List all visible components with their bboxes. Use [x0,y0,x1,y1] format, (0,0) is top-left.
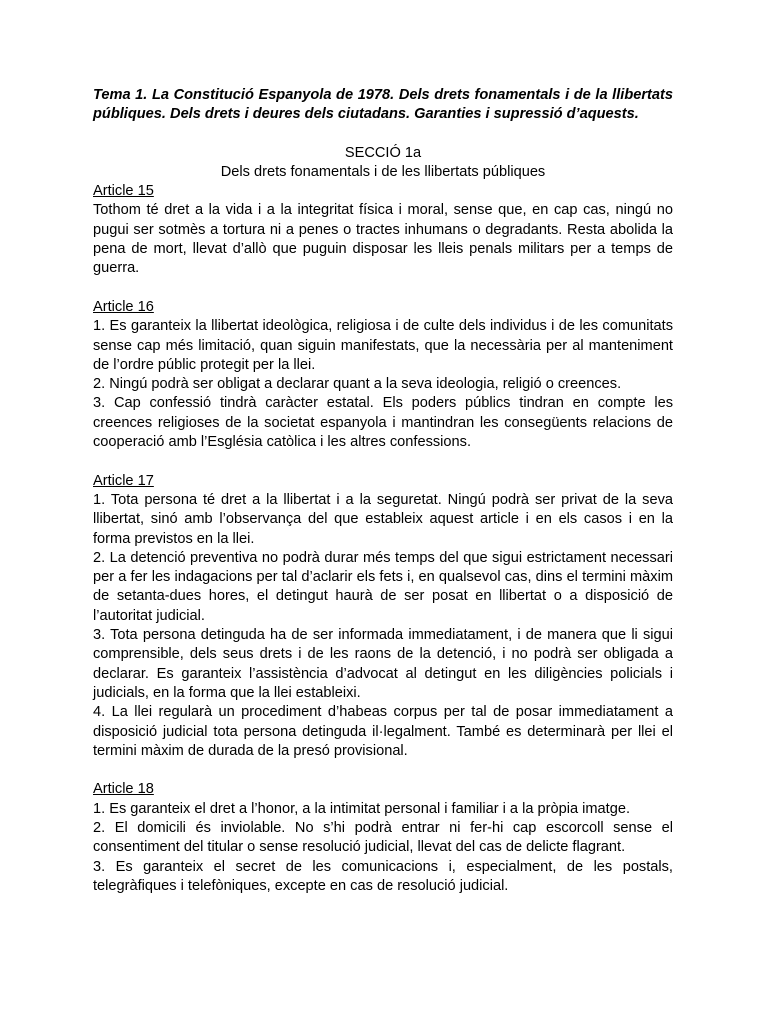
document-title: Tema 1. La Constitució Espanyola de 1978. Dels drets fonamentals i de la llibertats públiques. Dels drets i deures dels ciutadans. Garanties i supressió d’aquests. [93,87,673,123]
article-heading: Article 15 [93,183,154,200]
article-paragraph: 2. La detenció preventiva no podrà durar més temps del que sigui estrictament necessari per a fer les indagacions per tal d’aclarir els fets i, en qualsevol cas, dins el termini màxim de setanta-dues hores, el detingut haurà de ser posat en llibertat o a disposició de l’autoritat judicial. [93,549,673,624]
article-heading: Article 18 [93,781,154,798]
article-paragraph: 2. El domicili és inviolable. No s’hi podrà entrar ni fer-hi cap escorcoll sense el consentiment del titular o sense resolució judicial, llevat del cas de delicte flagrant. [93,819,673,856]
article-heading: Article 17 [93,472,154,489]
article-paragraph: 1. Tota persona té dret a la llibertat i a la seguretat. Ningú podrà ser privat de la seva llibertat, sinó amb l’observança del que estableix aquest article i en els casos i en la forma previstos en la llei. [93,491,673,547]
article-paragraph: 4. La llei regularà un procediment d’habeas corpus per tal de posar immediatament a disposició judicial tota persona detinguda il·legalment. També es determinarà per llei el termini màxim de durada de la presó provisional. [93,704,673,759]
article-paragraph: 2. Ningú podrà ser obligat a declarar quant a la seva ideologia, religió o creences. [93,376,622,393]
article-paragraph: 3. Tota persona detinguda ha de ser informada immediatament, i de manera que li sigui comprensible, dels seus drets i de les raons de la detenció, i no podrà ser obligada a declarar. Es garanteix l’assistència d’advocat al detingut en les diligències policials i judicials, en la forma que la llei estableixi. [93,627,673,701]
section-heading: SECCIÓ 1a [344,144,422,161]
article-15 [93,182,673,278]
article-paragraph: 1. Es garanteix el dret a l’honor, a la intimitat personal i familiar i a la pròpia imatge. [93,800,630,817]
article-heading: Article 16 [93,298,154,315]
article-17 [93,472,673,761]
article-paragraph: 3. Es garanteix el secret de les comunicacions i, especialment, de les postals, telegràfiques i telefòniques, excepte en cas de resolució judicial. [93,858,673,894]
article-18 [93,780,673,896]
article-paragraph: Tothom té dret a la vida i a la integritat física i moral, sense que, en cap cas, ningú no pugui ser sotmès a tortura ni a penes o tractes inhumans o degradants. Resta abolida la pena de mort, llevat d’allò que puguin disposar les lleis penals militars per a temps de guerra. [93,202,673,277]
article-16 [93,298,673,452]
section-subheading: Dels drets fonamentals i de les llibertats públiques [220,163,546,180]
article-paragraph: 3. Cap confessió tindrà caràcter estatal. Els poders públics tindran en compte les creences religioses de la societat espanyola i mantindran les consegüents relacions de cooperació amb l’Església catòlica i les altres confessions. [93,395,673,451]
document-page [93,86,673,915]
article-paragraph: 1. Es garanteix la llibertat ideològica, religiosa i de culte dels individus i de les comunitats sense cap més limitació, quan siguin manifestats, que la necessària per al manteniment de l’ordre públic protegit per la llei. [93,318,673,373]
